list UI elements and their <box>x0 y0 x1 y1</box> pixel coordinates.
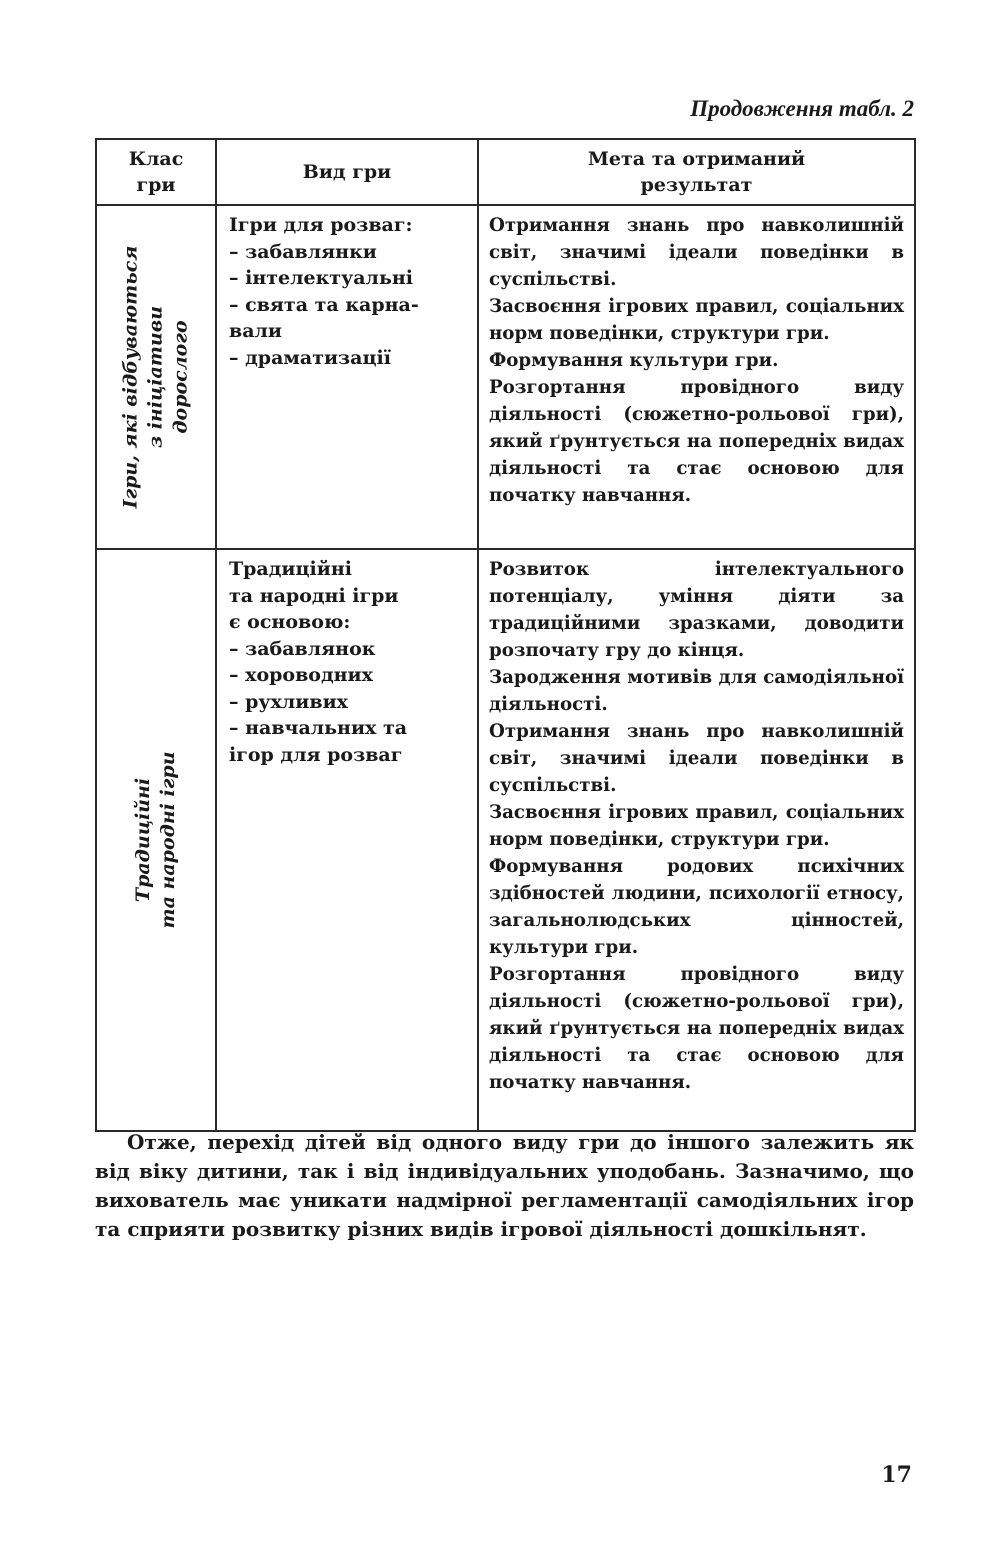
kind-line: – інтелектуальні <box>229 267 413 289</box>
table-row <box>96 205 915 549</box>
kind-line: Традиційні <box>229 558 352 580</box>
table-caption: Продовження табл. 2 <box>690 96 914 121</box>
kind-line: – рухливих <box>229 690 349 713</box>
goal-cell <box>478 549 915 1131</box>
body-paragraph: Отже, перехід дітей від одного виду гри до іншого залежить як від віку дитини, так і від індивідуальних уподобань. Зазначимо, що вихователь має уникати надмірної регламентації самодіяльних ігор та сприяти розвитку різних видів ігрової діяльності дошкільнят. <box>95 1130 914 1241</box>
kind-line: – хороводних <box>229 664 373 686</box>
kind-line: є основою: <box>229 611 351 633</box>
class-label: Традиційні та народні ігри <box>132 751 179 929</box>
kind-line: – забавлянок <box>229 637 376 660</box>
class-cell <box>96 205 216 549</box>
goal-item: Розвиток інтелектуального потенціалу, уміння діяти за традиційними зразками, доводити розпочату гру до кінця. <box>489 559 904 661</box>
class-cell <box>96 549 216 1131</box>
table-header-row <box>96 139 915 205</box>
goal-item: Зародження мотивів для самодіяльної діяльності. <box>489 667 904 715</box>
kind-line: та народні ігри <box>229 584 399 607</box>
kind-cell <box>216 549 478 1131</box>
kind-cell <box>216 205 478 549</box>
goal-item: Формування родових психічних здібностей людини, психології етносу, загальнолюдських цінностей, культури гри. <box>489 856 904 958</box>
games-table <box>95 138 916 1132</box>
goal-item: Формування культури гри. <box>489 350 779 371</box>
goal-cell <box>478 205 915 549</box>
kind-line: – свята та карна- <box>229 293 419 316</box>
kind-line: ігор для розваг <box>229 743 403 766</box>
goal-item: Засвоєння ігрових правил, соціальних норм поведінки, структури гри. <box>489 296 904 344</box>
goal-item: Розгортання провідного виду діяльності (сюжетно-рольової гри), який ґрунтується на попередніх видах діяльності та стає основою для початку навчання. <box>489 964 904 1093</box>
kind-line: – забавлянки <box>229 240 377 263</box>
goal-item: Отримання знань про навколишній світ, значимі ідеали поведінки в суспільстві. <box>489 721 904 796</box>
kind-line: вали <box>229 320 283 342</box>
goal-item: Розгортання провідного виду діяльності (сюжетно-рольової гри), який ґрунтується на попередніх видах діяльності та стає основою для початку навчання. <box>489 377 904 506</box>
table-row <box>96 549 915 1131</box>
goal-item: Засвоєння ігрових правил, соціальних норм поведінки, структури гри. <box>489 802 904 850</box>
kind-line: – драматизації <box>229 346 391 369</box>
header-class: Клас гри <box>96 139 216 205</box>
page-number: 17 <box>881 1462 912 1488</box>
goal-item: Отримання знань про навколишній світ, значимі ідеали поведінки в суспільстві. <box>489 215 904 290</box>
class-label: Ігри, які відбуваються з ініціативи дорослого <box>119 245 192 509</box>
kind-line: Ігри для розваг: <box>229 214 413 236</box>
header-kind: Вид гри <box>216 139 478 205</box>
header-goal: Мета та отриманий результат <box>478 139 915 205</box>
kind-line: – навчальних та <box>229 717 408 739</box>
